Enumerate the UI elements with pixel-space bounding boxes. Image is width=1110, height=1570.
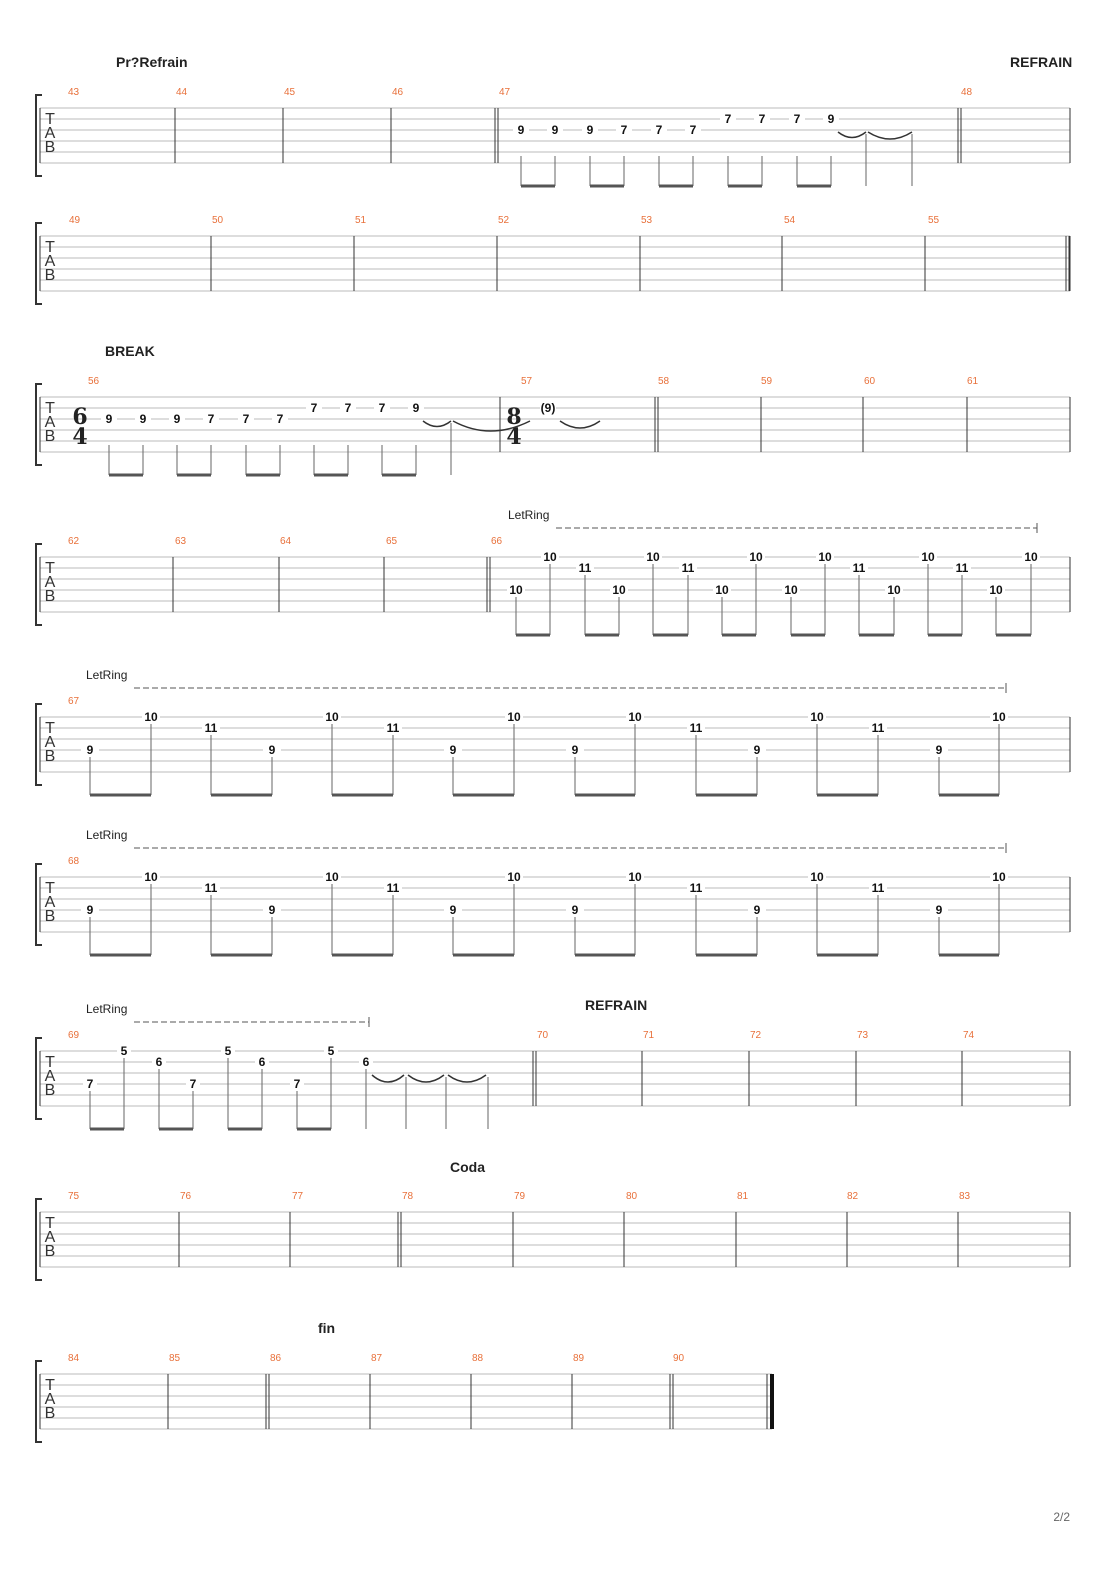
fret-number: 9 <box>105 412 113 426</box>
tie <box>408 1075 444 1082</box>
tie <box>448 1075 486 1082</box>
tab-clef-a: A <box>44 894 56 911</box>
fret-number: (9) <box>540 401 556 415</box>
final-barline-thick <box>770 1374 774 1429</box>
fret-number: 9 <box>935 743 943 757</box>
tab-clef-b: B <box>44 267 56 284</box>
measure-number-53: 53 <box>641 215 653 226</box>
section-label: REFRAIN <box>585 997 648 1013</box>
fret-number: 10 <box>810 710 824 724</box>
measure-number-88: 88 <box>472 1353 484 1364</box>
tab-clef-t: T <box>45 560 55 577</box>
fret-number: 7 <box>378 401 386 415</box>
fret-number: 7 <box>758 112 766 126</box>
measure-number-83: 83 <box>959 1191 971 1202</box>
measure-number-69: 69 <box>68 1030 80 1041</box>
system-bracket <box>36 704 42 785</box>
fret-number: 11 <box>578 561 592 575</box>
measure-number-86: 86 <box>270 1353 282 1364</box>
measure-number-78: 78 <box>402 1191 414 1202</box>
tab-clef-a: A <box>44 734 56 751</box>
fret-number: 11 <box>204 881 218 895</box>
fret-number: 9 <box>268 903 276 917</box>
time-signature-top: 6 <box>72 404 88 430</box>
tie <box>423 421 451 427</box>
tab-clef-a: A <box>44 253 56 270</box>
fret-number: 9 <box>86 743 94 757</box>
fret-number: 9 <box>86 903 94 917</box>
tab-clef-t: T <box>45 880 55 897</box>
measure-number-56: 56 <box>88 376 100 387</box>
tab-clef-t: T <box>45 720 55 737</box>
fret-number: 9 <box>412 401 420 415</box>
measure-number-71: 71 <box>643 1030 655 1041</box>
fret-number: 5 <box>120 1044 128 1058</box>
fret-number: 10 <box>628 710 642 724</box>
measure-number-52: 52 <box>498 215 510 226</box>
section-label: fin <box>318 1320 336 1336</box>
measure-number-74: 74 <box>963 1030 975 1041</box>
fret-number: 11 <box>204 721 218 735</box>
fret-number: 6 <box>258 1055 266 1069</box>
measure-number-68: 68 <box>68 856 80 867</box>
fret-number: 7 <box>310 401 318 415</box>
fret-number: 10 <box>1024 550 1038 564</box>
fret-number: 9 <box>571 903 579 917</box>
measure-number-57: 57 <box>521 376 533 387</box>
fret-number: 9 <box>517 123 525 137</box>
fret-number: 9 <box>268 743 276 757</box>
tab-clef-t: T <box>45 1054 55 1071</box>
measure-number-76: 76 <box>180 1191 192 1202</box>
fret-number: 11 <box>871 881 885 895</box>
fret-number: 7 <box>620 123 628 137</box>
section-label: Pr?Refrain <box>116 54 188 70</box>
fret-number: 7 <box>724 112 732 126</box>
system-bracket <box>36 1038 42 1119</box>
fret-number: 10 <box>810 870 824 884</box>
measure-number-49: 49 <box>69 215 81 226</box>
system-bracket <box>36 864 42 945</box>
fret-number: 6 <box>155 1055 163 1069</box>
measure-number-61: 61 <box>967 376 979 387</box>
system-bracket <box>36 384 42 465</box>
time-signature-bottom: 4 <box>72 424 88 450</box>
measure-number-58: 58 <box>658 376 670 387</box>
let-ring-label: LetRing <box>86 828 128 842</box>
fret-number: 11 <box>386 881 400 895</box>
fret-number: 11 <box>871 721 885 735</box>
measure-number-46: 46 <box>392 87 404 98</box>
tab-clef-t: T <box>45 111 55 128</box>
measure-number-48: 48 <box>961 87 973 98</box>
tab-clef-b: B <box>44 1082 56 1099</box>
measure-number-73: 73 <box>857 1030 869 1041</box>
fret-number: 10 <box>144 710 158 724</box>
fret-number: 10 <box>628 870 642 884</box>
measure-number-59: 59 <box>761 376 773 387</box>
system-bracket <box>36 223 42 304</box>
fret-number: 10 <box>507 870 521 884</box>
fret-number: 11 <box>955 561 969 575</box>
measure-number-81: 81 <box>737 1191 749 1202</box>
measure-number-55: 55 <box>928 215 940 226</box>
let-ring-label: LetRing <box>86 1002 128 1016</box>
tab-clef-b: B <box>44 428 56 445</box>
measure-number-82: 82 <box>847 1191 859 1202</box>
let-ring-label: LetRing <box>86 668 128 682</box>
measure-number-85: 85 <box>169 1353 181 1364</box>
fret-number: 9 <box>449 743 457 757</box>
measure-number-50: 50 <box>212 215 224 226</box>
tab-clef-a: A <box>44 1229 56 1246</box>
measure-number-84: 84 <box>68 1353 80 1364</box>
system-bracket <box>36 1199 42 1280</box>
measure-number-70: 70 <box>537 1030 549 1041</box>
fret-number: 10 <box>887 583 901 597</box>
tab-clef-a: A <box>44 1068 56 1085</box>
measure-number-64: 64 <box>280 536 292 547</box>
fret-number: 10 <box>509 583 523 597</box>
measure-number-62: 62 <box>68 536 80 547</box>
system-bracket <box>36 544 42 625</box>
fret-number: 7 <box>242 412 250 426</box>
tab-clef-b: B <box>44 748 56 765</box>
time-signature-top: 8 <box>506 404 522 430</box>
fret-number: 5 <box>327 1044 335 1058</box>
fret-number: 9 <box>935 903 943 917</box>
tab-clef-t: T <box>45 400 55 417</box>
fret-number: 10 <box>325 870 339 884</box>
fret-number: 10 <box>325 710 339 724</box>
fret-number: 9 <box>753 903 761 917</box>
fret-number: 10 <box>992 710 1006 724</box>
measure-number-47: 47 <box>499 87 511 98</box>
measure-number-65: 65 <box>386 536 398 547</box>
fret-number: 9 <box>753 743 761 757</box>
section-label: BREAK <box>105 343 155 359</box>
time-signature-bottom: 4 <box>506 424 522 450</box>
fret-number: 9 <box>173 412 181 426</box>
fret-number: 9 <box>551 123 559 137</box>
fret-number: 11 <box>386 721 400 735</box>
tab-clef-b: B <box>44 1405 56 1422</box>
fret-number: 6 <box>362 1055 370 1069</box>
fret-number: 7 <box>276 412 284 426</box>
section-label: Coda <box>450 1159 485 1175</box>
tab-clef-a: A <box>44 1391 56 1408</box>
tab-clef-a: A <box>44 414 56 431</box>
tie <box>372 1075 404 1082</box>
fret-number: 11 <box>681 561 695 575</box>
tab-clef-b: B <box>44 588 56 605</box>
tab-clef-t: T <box>45 239 55 256</box>
fret-number: 10 <box>507 710 521 724</box>
system-bracket <box>36 1361 42 1442</box>
fret-number: 10 <box>749 550 763 564</box>
fret-number: 11 <box>689 721 703 735</box>
fret-number: 9 <box>139 412 147 426</box>
page-number: 2/2 <box>1053 1510 1070 1524</box>
tab-clef-b: B <box>44 908 56 925</box>
tab-clef-a: A <box>44 125 56 142</box>
fret-number: 10 <box>992 870 1006 884</box>
measure-number-43: 43 <box>68 87 80 98</box>
measure-number-51: 51 <box>355 215 367 226</box>
measure-number-45: 45 <box>284 87 296 98</box>
measure-number-60: 60 <box>864 376 876 387</box>
measure-number-44: 44 <box>176 87 188 98</box>
fret-number: 10 <box>818 550 832 564</box>
fret-number: 10 <box>646 550 660 564</box>
fret-number: 7 <box>344 401 352 415</box>
fret-number: 5 <box>224 1044 232 1058</box>
measure-number-75: 75 <box>68 1191 80 1202</box>
tab-clef-t: T <box>45 1215 55 1232</box>
fret-number: 7 <box>207 412 215 426</box>
fret-number: 11 <box>689 881 703 895</box>
measure-number-89: 89 <box>573 1353 585 1364</box>
fret-number: 7 <box>793 112 801 126</box>
fret-number: 10 <box>612 583 626 597</box>
fret-number: 7 <box>86 1077 94 1091</box>
fret-number: 10 <box>144 870 158 884</box>
measure-number-72: 72 <box>750 1030 762 1041</box>
fret-number: 7 <box>689 123 697 137</box>
section-label: REFRAIN <box>1010 54 1073 70</box>
measure-number-54: 54 <box>784 215 796 226</box>
tie <box>560 421 600 428</box>
fret-number: 7 <box>189 1077 197 1091</box>
fret-number: 7 <box>655 123 663 137</box>
measure-number-80: 80 <box>626 1191 638 1202</box>
system-bracket <box>36 95 42 176</box>
fret-number: 9 <box>827 112 835 126</box>
measure-number-90: 90 <box>673 1353 685 1364</box>
measure-number-87: 87 <box>371 1353 383 1364</box>
fret-number: 7 <box>293 1077 301 1091</box>
let-ring-label: LetRing <box>508 508 550 522</box>
fret-number: 10 <box>543 550 557 564</box>
measure-number-67: 67 <box>68 696 80 707</box>
tab-clef-t: T <box>45 1377 55 1394</box>
fret-number: 10 <box>921 550 935 564</box>
fret-number: 11 <box>852 561 866 575</box>
fret-number: 9 <box>586 123 594 137</box>
fret-number: 9 <box>571 743 579 757</box>
measure-number-66: 66 <box>491 536 503 547</box>
tab-clef-b: B <box>44 1243 56 1260</box>
fret-number: 10 <box>715 583 729 597</box>
tab-clef-a: A <box>44 574 56 591</box>
tab-clef-b: B <box>44 139 56 156</box>
measure-number-79: 79 <box>514 1191 526 1202</box>
tie <box>868 132 912 139</box>
tie <box>838 132 866 138</box>
measure-number-63: 63 <box>175 536 187 547</box>
fret-number: 10 <box>784 583 798 597</box>
measure-number-77: 77 <box>292 1191 304 1202</box>
fret-number: 10 <box>989 583 1003 597</box>
fret-number: 9 <box>449 903 457 917</box>
